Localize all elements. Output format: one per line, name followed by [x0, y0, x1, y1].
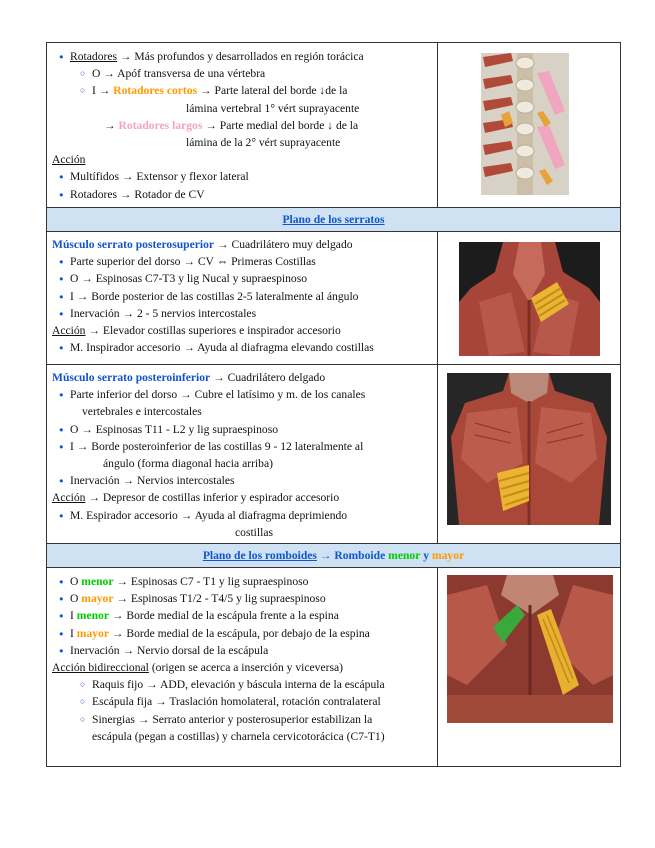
largos-continuation: lámina de la 2° vért suprayacente — [186, 136, 341, 150]
inferior-item-cont: ángulo (forma diagonal hacia arriba) — [103, 457, 273, 471]
accion-item-multifidos: ● Multífidos → Extensor y flexor lateral — [52, 168, 433, 185]
accion-heading: Acción — [52, 153, 86, 167]
cell-romboides-image — [438, 568, 621, 767]
sub-origen: ○ O → Apóf transversa de una vértebra — [52, 65, 433, 82]
serratos-header — [47, 208, 621, 232]
romboides-illustration — [447, 575, 613, 723]
inferior-item: ● Parte inferior del dorso → Cubre el latísimo y m. de los canales — [52, 386, 433, 403]
serratos-header-link[interactable]: Plano de los serratos — [282, 213, 385, 226]
superior-item: ● Inervación → 2 - 5 nervios intercostales — [52, 305, 433, 322]
romboides-header-link[interactable]: Plano de los romboides — [202, 549, 317, 563]
inferior-accion-cont: costillas — [235, 525, 273, 539]
serrato-inferior-illustration — [447, 373, 611, 525]
romboides-item: ● Inervación → Nervio dorsal de la escápula — [52, 642, 433, 659]
cell-inferior-text — [47, 365, 438, 544]
inferior-item: ● Inervación → Nervios intercostales — [52, 472, 433, 489]
romboides-subitem-cont: escápula (pegan a costillas) y charnela cervicotorácica (C7-T1) — [92, 729, 385, 743]
cortos-continuation: lámina vertebral 1° vért suprayacente — [186, 101, 360, 115]
romboides-subitem: ○ Sinergias → Serrato anterior y posterosuperior estabilizan la — [52, 711, 433, 728]
romboides-item: ● I mayor → Borde medial de la escápula, por debajo de la espina — [52, 625, 433, 642]
accion-item-rotadores: ● Rotadores → Rotador de CV — [52, 186, 433, 203]
superior-item: ● Parte superior del dorso → CV ⇔ Primeras Costillas — [52, 253, 433, 270]
notes-table — [46, 42, 621, 767]
row-rotadores — [47, 43, 621, 208]
superior-accion: Acción → Elevador costillas superiores e inspirador accesorio — [52, 324, 341, 338]
sub-insercion: ○ I → Rotadores cortos → Parte lateral del borde ↓de la — [52, 82, 433, 99]
cell-inferior-image — [438, 365, 621, 544]
romboides-item: ● O mayor → Espinosas T1/2 - T4/5 y lig supraespinoso — [52, 590, 433, 607]
superior-accion-item: ● M. Inspirador accesorio → Ayuda al diafragma elevando costillas — [52, 339, 433, 356]
row-serratos-header — [47, 208, 621, 232]
inferior-item-cont: vertebrales e intercostales — [82, 405, 202, 419]
bullet-rotadores: ● Rotadores → Más profundos y desarrollados en región torácica — [52, 48, 433, 65]
cell-romboides-text — [47, 568, 438, 767]
romboides-item: ● I menor → Borde medial de la escápula frente a la espina — [52, 607, 433, 624]
inferior-accion-item: ● M. Espirador accesorio → Ayuda al diafragma deprimiendo — [52, 507, 433, 524]
cell-rotadores-text — [47, 43, 438, 208]
cell-superior-text — [47, 232, 438, 365]
cell-rotadores-image — [438, 43, 621, 208]
row-romboides-header — [47, 544, 621, 568]
cell-superior-image — [438, 232, 621, 365]
row-inferior — [47, 365, 621, 544]
inferior-title: Músculo serrato posteroinferior → Cuadrilátero delgado — [52, 371, 326, 384]
row-romboides — [47, 568, 621, 767]
superior-item: ● I → Borde posterior de las costillas 2-5 lateralmente al ángulo — [52, 288, 433, 305]
romboides-item: ● O menor → Espinosas C7 - T1 y lig supraespinoso — [52, 573, 433, 590]
inferior-item: ● I → Borde posteroinferior de las costillas 9 - 12 lateralmente al — [52, 438, 433, 455]
row-superior — [47, 232, 621, 365]
superior-title: Músculo serrato posterosuperior → Cuadrilátero muy delgado — [52, 238, 353, 251]
superior-item: ● O → Espinosas C7-T3 y lig Nucal y supraespinoso — [52, 270, 433, 287]
largos-line: → Rotadores largos → Parte medial del borde ↓ de la — [104, 118, 359, 132]
romboides-accion: Acción bidireccional (origen se acerca a inserción y viceversa) — [52, 661, 344, 675]
inferior-accion: Acción → Depresor de costillas inferior y espirador accesorio — [52, 491, 340, 505]
rotadores-illustration — [481, 53, 569, 195]
romboides-subitem: ○ Raquis fijo → ADD, elevación y báscula interna de la escápula — [52, 676, 433, 693]
romboides-header: Plano de los romboides → Romboide menor y mayor — [47, 544, 621, 568]
inferior-item: ● O → Espinosas T11 - L2 y lig supraespinoso — [52, 421, 433, 438]
serrato-superior-illustration — [459, 242, 600, 356]
romboides-subitem: ○ Escápula fija → Traslación homolateral, rotación contralateral — [52, 693, 433, 710]
